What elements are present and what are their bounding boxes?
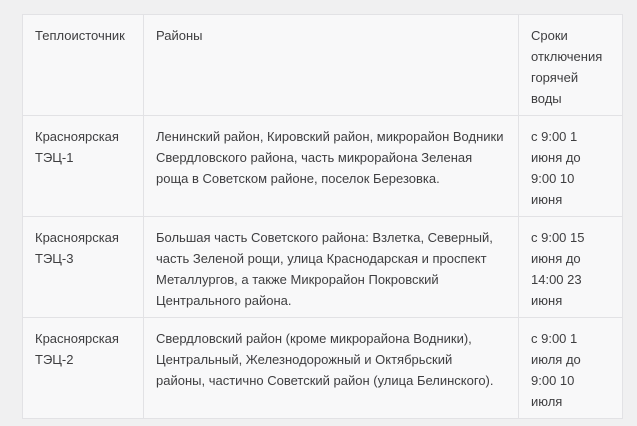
- table-row: [23, 318, 623, 419]
- period-cell: с 9:00 1 июня до 9:00 10 июня: [519, 116, 623, 217]
- table-row: [23, 217, 623, 318]
- column-header-period: Сроки отключения горячей воды: [519, 15, 623, 116]
- districts-cell: Большая часть Советского района: Взлетка, Северный, часть Зеленой рощи, улица Краснодарская и проспект Металлургов, а также Микрорайон Покровский Центрального района.: [144, 217, 519, 318]
- districts-cell: Свердловский район (кроме микрорайона Водники), Центральный, Железнодорожный и Октябрьский районы, частично Советский район (улица Белинского).: [144, 318, 519, 419]
- table-row: [23, 116, 623, 217]
- period-cell: с 9:00 15 июня до 14:00 23 июня: [519, 217, 623, 318]
- heat-source-table: [22, 14, 623, 419]
- column-header-heat-source: Теплоисточник: [23, 15, 144, 116]
- period-cell: с 9:00 1 июля до 9:00 10 июля: [519, 318, 623, 419]
- shutdown-schedule-table: [22, 14, 623, 419]
- heat-source-cell: Красноярская ТЭЦ-1: [23, 116, 144, 217]
- heat-source-cell: Красноярская ТЭЦ-2: [23, 318, 144, 419]
- column-header-districts: Районы: [144, 15, 519, 116]
- heat-source-cell: Красноярская ТЭЦ-3: [23, 217, 144, 318]
- header-row: [23, 15, 623, 116]
- districts-cell: Ленинский район, Кировский район, микрорайон Водники Свердловского района, часть микрорайона Зеленая роща в Советском районе, поселок Березовка.: [144, 116, 519, 217]
